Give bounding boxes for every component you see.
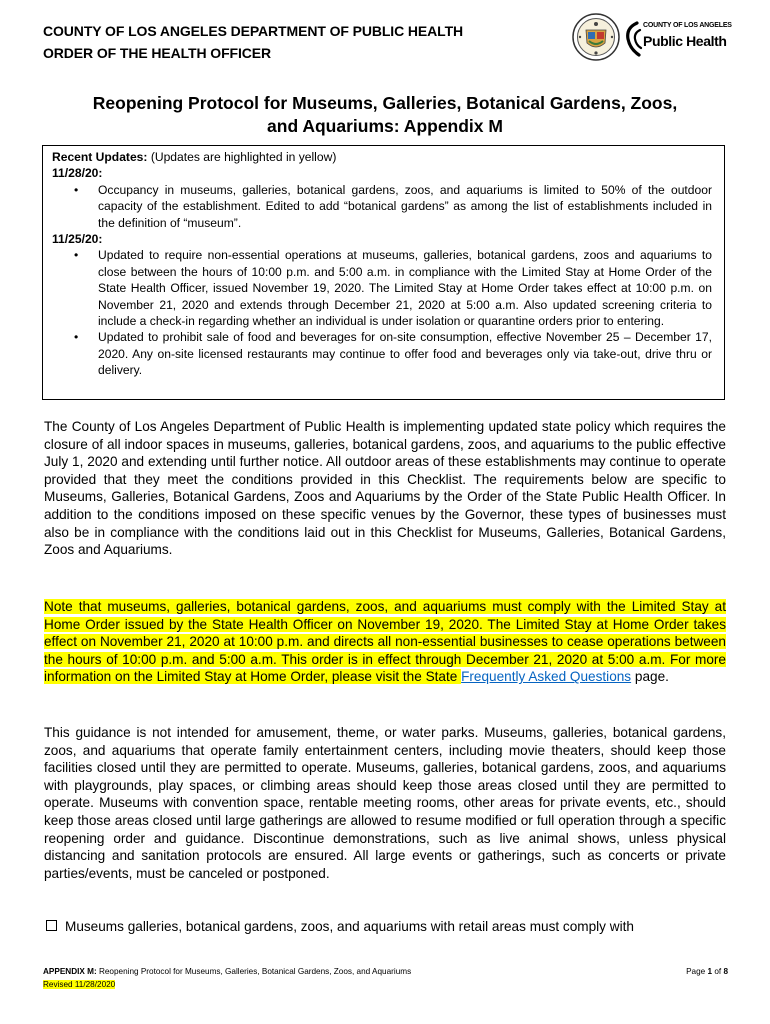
paragraph-tail: page.: [631, 669, 669, 685]
header-line-1: COUNTY OF LOS ANGELES DEPARTMENT OF PUBLIC HEALTH: [43, 23, 464, 39]
checklist-item-text: Museums galleries, botanical gardens, zoos, and aquariums with retail areas must comply with: [65, 919, 634, 934]
page-title: [30, 92, 740, 138]
stay-at-home-note-paragraph: [44, 598, 726, 686]
title-line-2: and Aquariums: Appendix M: [267, 116, 503, 136]
footer-page-number: [660, 966, 728, 979]
checkbox[interactable]: [46, 920, 57, 931]
logo-public-health-text: Public Health: [643, 33, 727, 49]
scope-paragraph: This guidance is not intended for amusement, theme, or water parks. Museums, galleries, botanical gardens, zoos, and aquariums that operate family entertainment centers, including movie theaters, should keep those facilities closed until they are permitted to operate. Museums, galleries, botanical gardens, zoos, and aquariums with playgrounds, play spaces, or climbing areas should keep those areas closed until they are permitted to operate. Museums with convention space, rentable meeting rooms, other areas for private events, etc., should keep those areas closed until large gatherings are allowed to resume modified or full operation through a specific reopening order and guidance. Discontinue demonstrations, such as live animal shows, unless physical distancing and sanitation protocols are ensured. All large events or gatherings, such as concerts or private parties/events, must be canceled or postponed.: [44, 725, 726, 881]
update-item: • Occupancy in museums, galleries, botanical gardens, zoos, and aquariums is limited to 50% of the outdoor capacity of the establishment. Edited to add “botanical gardens” as among the list of establishments included in the definition of “museum”.: [98, 182, 712, 231]
public-health-mark-icon: [623, 20, 643, 58]
recent-updates-box: [42, 145, 725, 400]
page-current: 1: [707, 967, 713, 976]
logo-county-text: COUNTY OF LOS ANGELES: [643, 22, 732, 29]
county-seal-icon: [572, 13, 620, 61]
updates-heading: Recent Updates:: [52, 150, 148, 164]
title-line-1: Reopening Protocol for Museums, Galleries, Botanical Gardens, Zoos,: [92, 93, 678, 113]
intro-paragraph: The County of Los Angeles Department of Public Health is implementing updated state policy which requires the closure of all indoor spaces in museums, galleries, botanical gardens, zoos, and aquariums to the public effective July 1, 2020 and extending until further notice. All outdoor areas of these establishments may continue to operate provided that they meet the conditions provided in this Checklist. The requirements below are specific to Museums, Galleries, Botanical Gardens, Zoos and Aquariums by the Order of the State Public Health Officer. In addition to the conditions imposed on these specific venues by the Governor, these types of businesses must also be in compliance with the conditions laid out in this Checklist for Museums, Galleries, Botanical Gardens, Zoos and Aquariums.: [44, 419, 726, 558]
update-list: [52, 247, 712, 378]
footer-revised-date: Revised 11/28/2020: [43, 979, 116, 989]
page-total: 8: [723, 967, 728, 976]
highlighted-text: Note that museums, galleries, botanical gardens, zoos, and aquariums must comply with the Limited Stay at Home Order issued by the State Health Officer on November 19, 2020. The Limited Stay at Home Order takes effect on November 21, 2020 at 10:00 p.m. and directs all non-essential businesses to cease operations between the hours of 10:00 p.m. and 5:00 a.m. This order is in effect through December 21, 2020 at 5:00 a.m. For more information on the Limited Stay at Home Order, please visit the State: [44, 599, 726, 685]
update-item: • Updated to prohibit sale of food and beverages for on-site consumption, effective November 25 – December 17, 2020. Any on-site licensed restaurants may continue to offer food and beverages only via take-out, drive thru or delivery.: [98, 329, 712, 378]
update-item: • Updated to require non-essential operations at museums, galleries, botanical gardens, zoos and aquariums to close between the hours of 10:00 p.m. and 5:00 a.m. in compliance with the Limited Stay at Home Order of the State Health Officer, issued November 19, 2020. The Limited Stay at Home Order takes effect at 10:00 p.m. on November 21, 2020 and extends through December 21, 2020 at 5:00 a.m. Also updated screening criteria to include a check-in regarding whether an individual is under isolation or quarantine orders prior to entering.: [98, 247, 712, 329]
footer-appendix-label: APPENDIX M:: [43, 967, 97, 976]
footer-appendix-text: Reopening Protocol for Museums, Galleries, Botanical Gardens, Zoos, and Aquariums: [98, 967, 412, 976]
page-of: of: [714, 967, 722, 976]
faq-link[interactable]: Frequently Asked Questions: [461, 669, 632, 685]
update-date: 11/28/20:: [52, 166, 103, 181]
public-health-logo: [623, 20, 732, 58]
page-prefix: Page: [686, 967, 706, 976]
update-list: [52, 182, 712, 231]
update-date: 11/25/20:: [52, 232, 103, 247]
header-line-2: ORDER OF THE HEALTH OFFICER: [43, 45, 272, 61]
updates-heading-row: [52, 149, 712, 165]
document-header: [43, 20, 463, 64]
updates-heading-note: (Updates are highlighted in yellow): [150, 150, 337, 164]
checklist-item: [44, 918, 734, 936]
footer-appendix-line: [43, 966, 411, 979]
footer-left: [43, 966, 411, 991]
